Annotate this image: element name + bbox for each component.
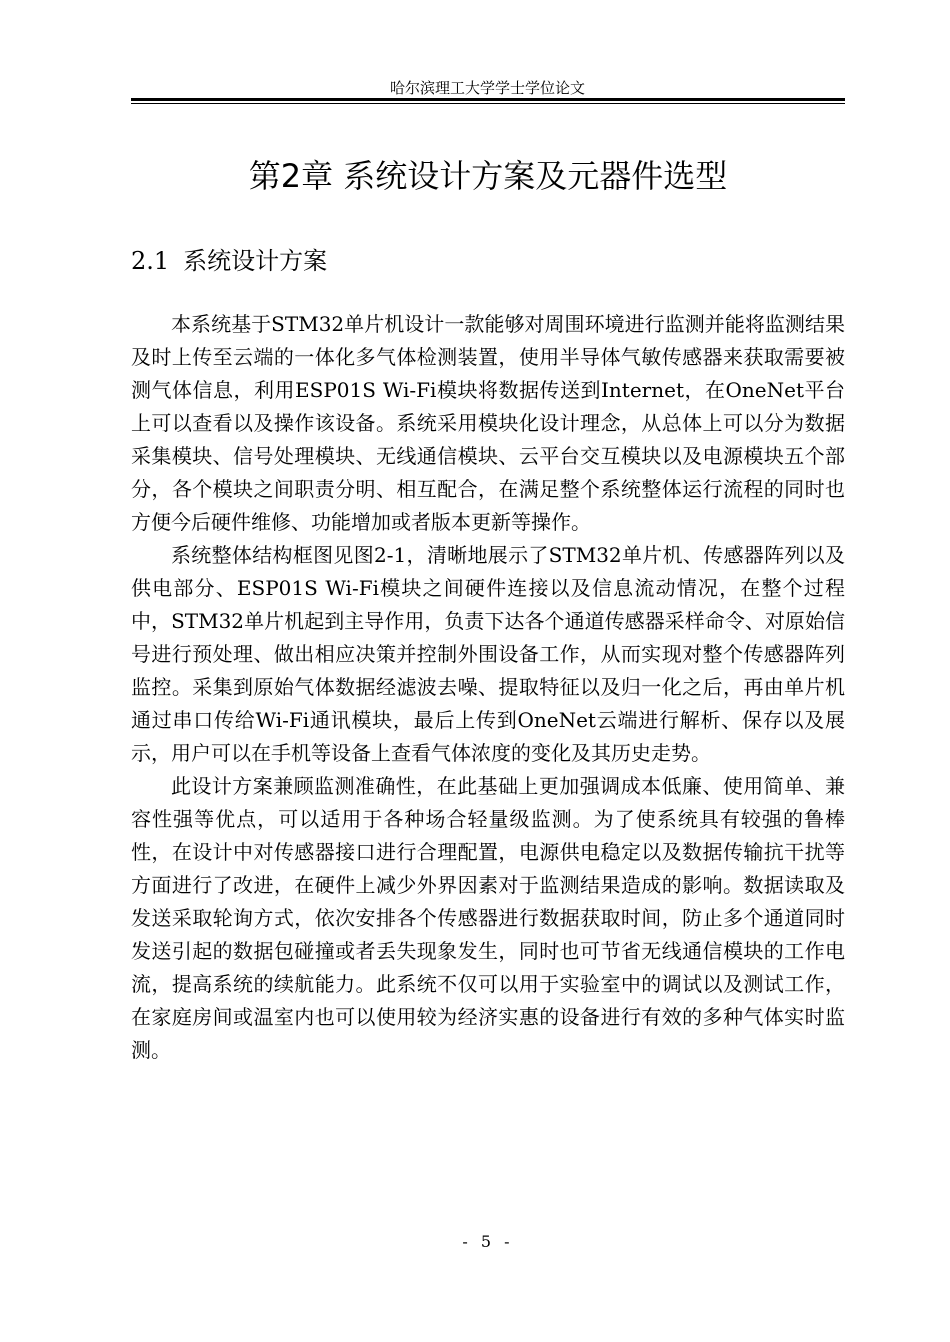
paragraph-1: 本系统基于STM32单片机设计一款能够对周围环境进行监测并能将监测结果及时上传至云端的一体化多气体检测装置，使用半导体气敏传感器来获取需要被测气体信息，利用ESP01S Wi-Fi模块将数据传送到Internet，在OneNet平台上可以查看以及操作该设备。系统采用模块化设计理念，从总体上可以分为数据采集模块、信号处理模块、无线通信模块、云平台交互模块以及电源模块五个部分，各个模块之间职责分明、相互配合，在满足整个系统整体运行流程的同时也方便今后硬件维修、功能增加或者版本更新等操作。 — [131, 312, 845, 534]
section-title: 系统设计方案 — [183, 247, 328, 275]
chapter-title: 第2章 系统设计方案及元器件选型 — [248, 157, 728, 195]
paragraph-3: 此设计方案兼顾监测准确性，在此基础上更加强调成本低廉、使用简单、兼容性强等优点，可以适用于各种场合轻量级监测。为了使系统具有较强的鲁棒性，在设计中对传感器接口进行合理配置，电源供电稳定以及数据传输抗干扰等方面进行了改进，在硬件上减少外界因素对于监测结果造成的影响。数据读取及发送采取轮询方式，依次安排各个传感器进行数据获取时间，防止多个通道同时发送引起的数据包碰撞或者丢失现象发生，同时也可节省无线通信模块的工作电流，提高系统的续航能力。此系统不仅可以用于实验室中的调试以及测试工作，在家庭房间或温室内也可以使用较为经济实惠的设备进行有效的多种气体实时监测。 — [131, 774, 845, 1062]
paragraph-2: 系统整体结构框图见图2-1，清晰地展示了STM32单片机、传感器阵列以及供电部分、ESP01S Wi-Fi模块之间硬件连接以及信息流动情况，在整个过程中，STM32单片机起到主导作用，负责下达各个通道传感器采样命令、对原始信号进行预处理、做出相应决策并控制外围设备工作，从而实现对整个传感器阵列监控。采集到原始气体数据经滤波去噪、提取特征以及归一化之后，再由单片机通过串口传给Wi-Fi通讯模块，最后上传到OneNet云端进行解析、保存以及展示，用户可以在手机等设备上查看气体浓度的变化及其历史走势。 — [131, 543, 845, 765]
page-number: - 5 - — [462, 1232, 514, 1251]
section-heading — [131, 243, 327, 279]
header-rule-thin — [131, 103, 845, 104]
body-text — [131, 308, 845, 1067]
header-rule-thick — [131, 98, 845, 101]
page-header: 哈尔滨理工大学学士学位论文 — [389, 79, 585, 97]
section-number: 2.1 — [131, 247, 170, 275]
